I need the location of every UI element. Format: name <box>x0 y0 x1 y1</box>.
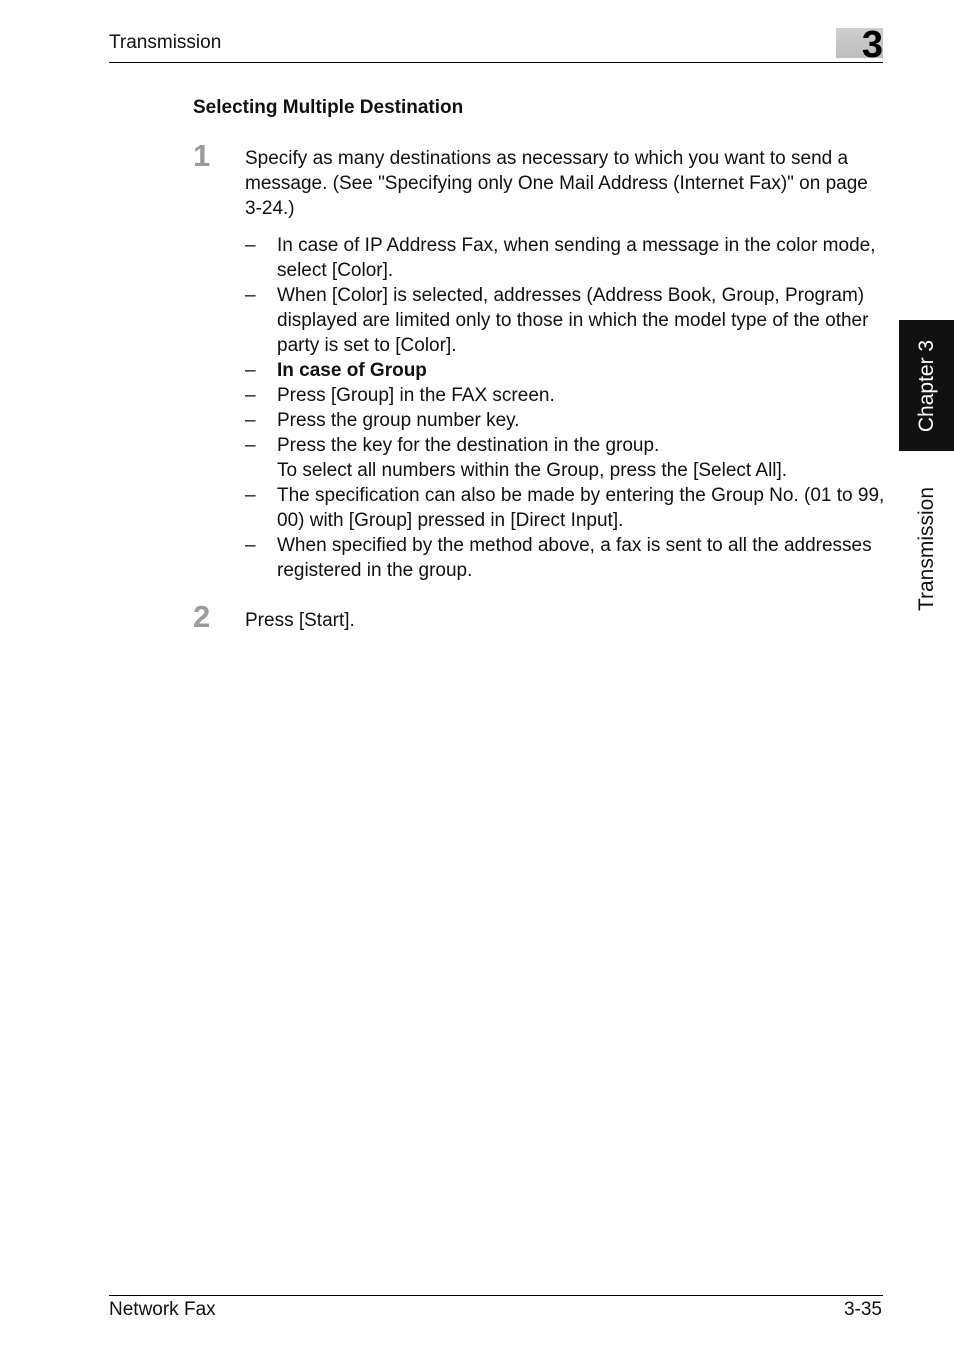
bullet-text: The specification can also be made by entering the Group No. (01 to 99, 00) with [Group] pressed in [Direct Input]. <box>277 485 885 531</box>
bullet-text: In case of IP Address Fax, when sending a message in the color mode, select [Color]. <box>277 235 876 281</box>
bullet-item <box>245 283 885 358</box>
bullet-text: When specified by the method above, a fax is sent to all the addresses registered in the group. <box>277 535 872 581</box>
dash-marker: – <box>245 435 256 456</box>
side-tab-chapter-label: Chapter 3 <box>914 339 938 432</box>
dash-marker: – <box>245 235 256 256</box>
side-tab-chapter <box>899 320 954 451</box>
bullet-text: When [Color] is selected, addresses (Address Book, Group, Program) displayed are limited only to those in which the model type of the other party is set to [Color]. <box>277 285 869 356</box>
bullet-text: Press the key for the destination in the group. <box>277 435 660 456</box>
dash-marker: – <box>245 385 256 406</box>
footer-page-number: 3-35 <box>843 1299 882 1320</box>
bullet-item <box>245 433 885 483</box>
chapter-number-box <box>836 24 883 66</box>
step-text-2: Press [Start]. <box>245 610 355 631</box>
footer-manual-name: Network Fax <box>109 1299 216 1320</box>
bullet-item <box>245 408 885 433</box>
bullet-subtext: To select all numbers within the Group, press the [Select All]. <box>277 460 788 481</box>
bullet-item-heading <box>245 358 885 383</box>
step-text-1: Specify as many destinations as necessary to which you want to send a message. (See "Specifying only One Mail Address (Internet Fax)" on page 3-24.) <box>245 148 868 219</box>
step-number-1: 1 <box>193 138 211 173</box>
dash-marker: – <box>245 535 256 556</box>
bullet-text: Press [Group] in the FAX screen. <box>277 385 555 406</box>
bullet-item <box>245 483 885 533</box>
bullet-item <box>245 533 885 583</box>
dash-marker: – <box>245 285 256 306</box>
dash-marker: – <box>245 410 256 431</box>
header-title: Transmission <box>109 32 222 53</box>
side-tab-section-label: Transmission <box>914 486 938 611</box>
side-tab-section <box>899 451 954 646</box>
bullet-text: Press the group number key. <box>277 410 520 431</box>
step-1-bullet-list <box>245 233 885 583</box>
header-rule <box>109 62 883 63</box>
bullet-item <box>245 233 885 283</box>
step-number-2: 2 <box>193 599 211 634</box>
bullet-heading-text: In case of Group <box>277 360 427 381</box>
footer-rule <box>109 1295 883 1296</box>
dash-marker: – <box>245 360 256 381</box>
chapter-number: 3 <box>861 24 883 66</box>
dash-marker: – <box>245 485 256 506</box>
bullet-item <box>245 383 885 408</box>
section-title: Selecting Multiple Destination <box>193 97 464 118</box>
